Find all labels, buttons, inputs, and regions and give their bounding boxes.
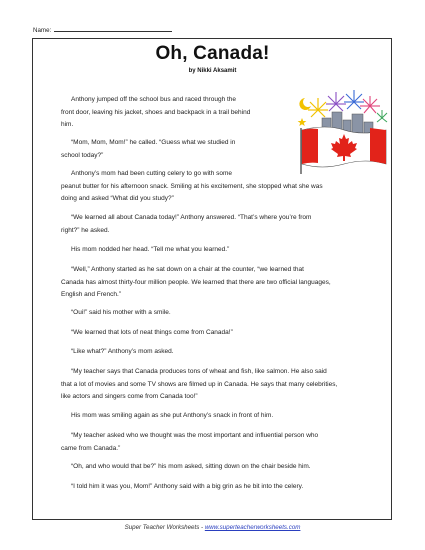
paragraph-10: “My teacher says that Canada produces tons of wheat and fish, like salmon. He also said that a lot of movies and some TV shows are filmed up in Canada. He says that many celebrities, like actors and singers come from Canada too!” xyxy=(61,368,338,400)
paragraph-12: “My teacher asked who we thought was the most important and influential person who came from Canada.” xyxy=(61,432,319,452)
firework-purple xyxy=(326,92,346,111)
paragraph-9: “Like what?” Anthony’s mom asked. xyxy=(71,348,174,355)
footer xyxy=(0,524,425,531)
firework-yellow-left xyxy=(308,98,328,117)
footer-text: Super Teacher Worksheets - xyxy=(124,524,205,531)
star-icon xyxy=(298,118,307,126)
story-title: Oh, Canada! xyxy=(155,43,270,64)
paragraph-3: Anthony’s mom had been cutting celery to go with some peanut butter for his afternoon snack. Smiling at his excitement, she stopped what she was doing and asked “What did you study?” xyxy=(61,170,323,202)
footer-link[interactable]: www.superteacherworksheets.com xyxy=(204,524,301,531)
paragraph-14: “I told him it was you, Mom!” Anthony said with a big grin as he bit into the celery. xyxy=(71,483,304,490)
story-byline: by Nikki Aksamit xyxy=(188,68,237,74)
name-blank-line[interactable] xyxy=(54,25,172,32)
paragraph-6: “Well,” Anthony started as he sat down on a chair at the counter, “we learned that Canada has almost thirty-four million people. We learned that there are two official languages, English and French.” xyxy=(61,266,331,298)
canada-flag-fireworks-illustration xyxy=(296,84,388,176)
paragraph-4: “We learned all about Canada today!” Anthony answered. “That’s where you’re from right?” he asked. xyxy=(61,214,312,234)
paragraph-1: Anthony jumped off the school bus and raced through the front door, leaving his jacket, shoes and backpack in a trail behind him. xyxy=(61,96,251,128)
paragraph-13: “Oh, and who would that be?” his mom asked, sitting down on the chair beside him. xyxy=(71,463,311,470)
name-label: Name: xyxy=(33,27,52,34)
firework-pink xyxy=(360,96,380,113)
paragraph-8: “We learned that lots of neat things come from Canada!” xyxy=(71,329,233,336)
paragraph-7: “Oui!” said his mother with a smile. xyxy=(71,309,171,316)
crescent-moon-icon xyxy=(299,98,311,110)
paragraph-5: His mom nodded her head. “Tell me what you learned.” xyxy=(71,246,230,253)
firework-green xyxy=(377,110,387,122)
paragraph-11: His mom was smiling again as she put Anthony’s snack in front of him. xyxy=(71,412,274,419)
canada-flag xyxy=(301,127,386,174)
name-field xyxy=(33,25,172,34)
paragraph-2: “Mom, Mom, Mom!” he called. “Guess what we studied in school today?” xyxy=(61,139,236,159)
